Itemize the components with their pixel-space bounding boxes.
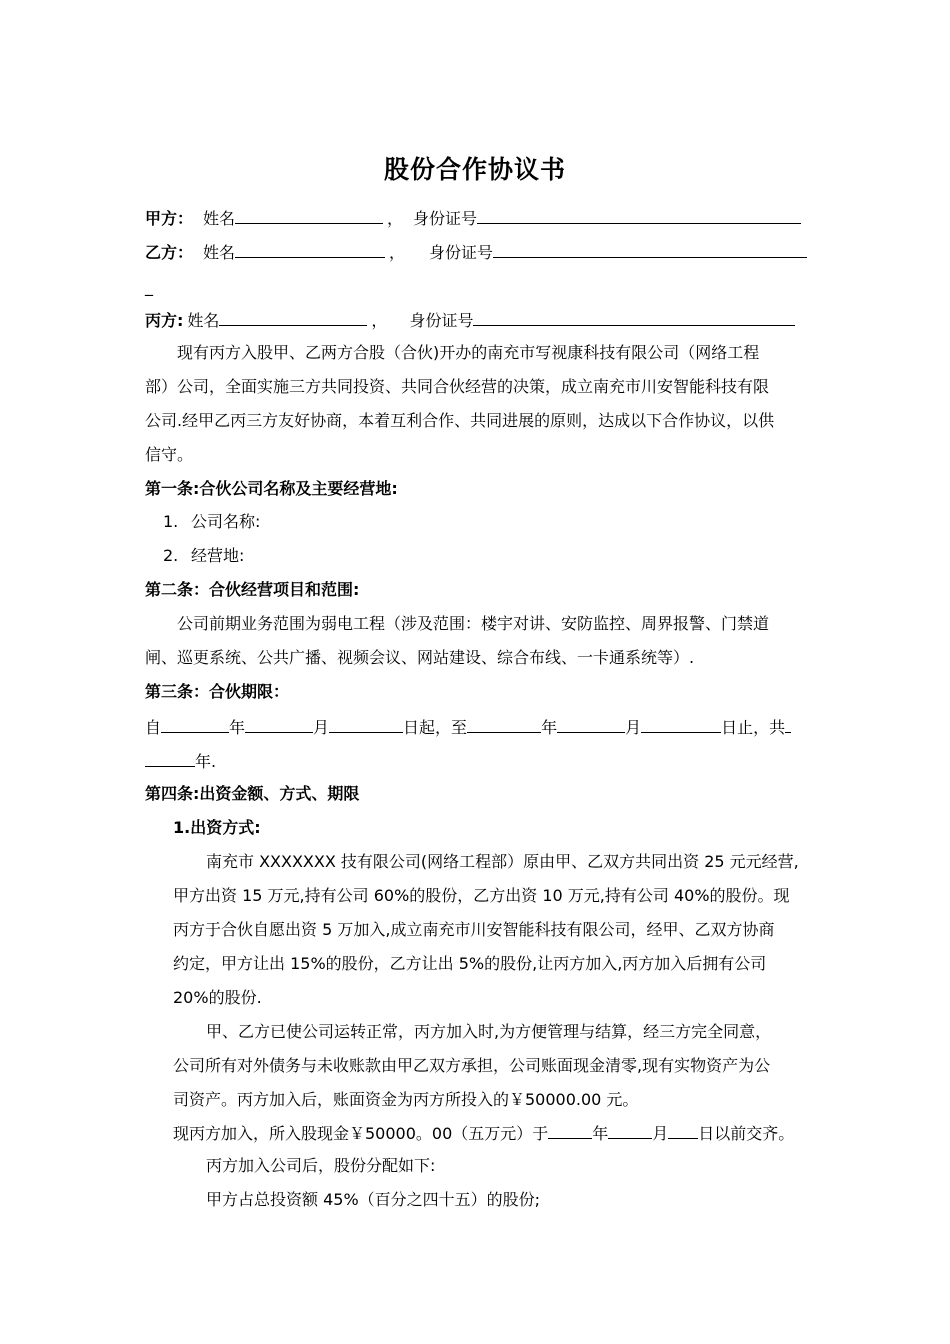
article4-para1-line: 约定，甲方让出 15%的股份，乙方让出 5%的股份,让丙方加入,丙方加入后拥有公司	[173, 954, 767, 973]
article4-distribution-intro: 丙方加入公司后，股份分配如下:	[206, 1156, 436, 1175]
party-jia-name-blank[interactable]	[235, 206, 383, 224]
payment-year: 年	[592, 1124, 609, 1143]
party-yi-line	[145, 240, 807, 264]
party-jia-sep: ，	[387, 209, 404, 228]
start-day-blank[interactable]	[329, 715, 403, 733]
article1-item	[163, 511, 260, 533]
payment-day-blank[interactable]	[668, 1121, 698, 1139]
duration-years-blank[interactable]	[145, 749, 195, 767]
duration-blank-start	[785, 715, 791, 733]
article2-heading: 第二条：合伙经营项目和范围:	[145, 580, 360, 599]
party-jia-label: 甲方：	[145, 209, 194, 228]
article4-para2-line: 司资产。丙方加入后，账面资金为丙方所投入的￥50000.00 元。	[173, 1090, 639, 1109]
article3-day-end: 日止，共	[721, 718, 786, 737]
party-jia-id-blank[interactable]	[477, 206, 801, 224]
party-bing-sep: ，	[371, 311, 388, 330]
party-yi-tail: _	[145, 277, 153, 296]
party-jia-line	[145, 206, 801, 230]
article4-para1-line: 丙方于合伙自愿出资 5 万加入,成立南充市川安智能科技有限公司，经甲、乙双方协商	[173, 920, 775, 939]
article1-item-num: 1.	[163, 512, 179, 531]
intro-line: 现有丙方入股甲、乙两方合股（合伙)开办的南充市写视康科技有限公司（网络工程	[177, 343, 760, 362]
payment-year-blank[interactable]	[548, 1121, 592, 1139]
article4-para1-line: 南充市 XXXXXXX 技有限公司(网络工程部）原由甲、乙双方共同出资 25 元元经营,	[206, 852, 799, 871]
party-yi-id-label: 身份证号	[429, 243, 494, 262]
party-yi-sep: ，	[389, 243, 406, 262]
article3-day-start: 日起，至	[403, 718, 468, 737]
article4-para1-line: 20%的股份.	[173, 988, 262, 1007]
end-month-blank[interactable]	[557, 715, 625, 733]
payment-prefix: 现丙方加入，所入股现金￥50000。00（五万元）于	[173, 1124, 549, 1143]
article4-payment-line	[173, 1121, 794, 1145]
article4-para1-line: 甲方出资 15 万元,持有公司 60%的股份，乙方出资 10 万元,持有公司 40%的股份。现	[173, 886, 790, 905]
intro-line: 公司.经甲乙丙三方友好协商，本着互利合作、共同进展的原则，达成以下合作协议，以供	[145, 411, 775, 430]
party-bing-id-label: 身份证号	[409, 311, 474, 330]
party-yi-id-blank[interactable]	[493, 240, 807, 258]
article3-duration-line	[145, 749, 216, 773]
party-jia-name-label: 姓名	[203, 209, 236, 228]
party-yi-name-label: 姓名	[203, 243, 236, 262]
end-day-blank[interactable]	[641, 715, 721, 733]
article2-line: 闸、巡更系统、公共广播、视频会议、网站建设、综合布线、一卡通系统等）.	[145, 648, 695, 667]
party-yi-label: 乙方：	[145, 243, 194, 262]
payment-month-blank[interactable]	[608, 1121, 652, 1139]
intro-line: 部）公司，全面实施三方共同投资、共同合伙经营的决策，成立南充市川安智能科技有限	[145, 377, 770, 396]
intro-line: 信守。	[145, 445, 194, 464]
article1-item-num: 2.	[163, 546, 179, 565]
party-bing-label: 丙方:	[145, 311, 184, 330]
article1-item	[163, 545, 244, 567]
payment-month: 月	[652, 1124, 669, 1143]
article3-from: 自	[145, 718, 162, 737]
article1-item-text: 经营地:	[191, 546, 245, 565]
article4-distribution-jia: 甲方占总投资额 45%（百分之四十五）的股份;	[206, 1190, 541, 1209]
payment-suffix: 日以前交齐。	[698, 1124, 795, 1143]
article3-term-line	[145, 715, 791, 739]
article3-year: 年	[229, 718, 246, 737]
end-year-blank[interactable]	[467, 715, 541, 733]
article4-para2-line: 公司所有对外债务与未收账款由甲乙双方承担，公司账面现金清零,现有实物资产为公	[173, 1056, 771, 1075]
article4-subheading: 1.出资方式:	[173, 818, 261, 837]
party-jia-id-label: 身份证号	[413, 209, 478, 228]
party-bing-id-blank[interactable]	[473, 308, 795, 326]
article2-line: 公司前期业务范围为弱电工程（涉及范围：楼宇对讲、安防监控、周界报警、门禁道	[177, 614, 770, 633]
party-bing-name-label: 姓名	[187, 311, 220, 330]
article3-year: 年	[541, 718, 558, 737]
article3-heading: 第三条：合伙期限：	[145, 682, 290, 701]
start-month-blank[interactable]	[245, 715, 313, 733]
article3-month: 月	[625, 718, 642, 737]
article3-month: 月	[313, 718, 330, 737]
article3-tail: 年.	[195, 752, 217, 771]
article4-para2-line: 甲、乙方已使公司运转正常，丙方加入时,为方便管理与结算，经三方完全同意，	[206, 1022, 772, 1041]
article1-heading: 第一条:合伙公司名称及主要经营地:	[145, 479, 398, 498]
article1-item-text: 公司名称:	[191, 512, 261, 531]
party-bing-line	[145, 308, 795, 332]
party-bing-name-blank[interactable]	[219, 308, 367, 326]
start-year-blank[interactable]	[161, 715, 229, 733]
party-yi-name-blank[interactable]	[235, 240, 385, 258]
article4-heading: 第四条:出资金额、方式、期限	[145, 784, 360, 803]
page-title: 股份合作协议书	[383, 155, 566, 184]
